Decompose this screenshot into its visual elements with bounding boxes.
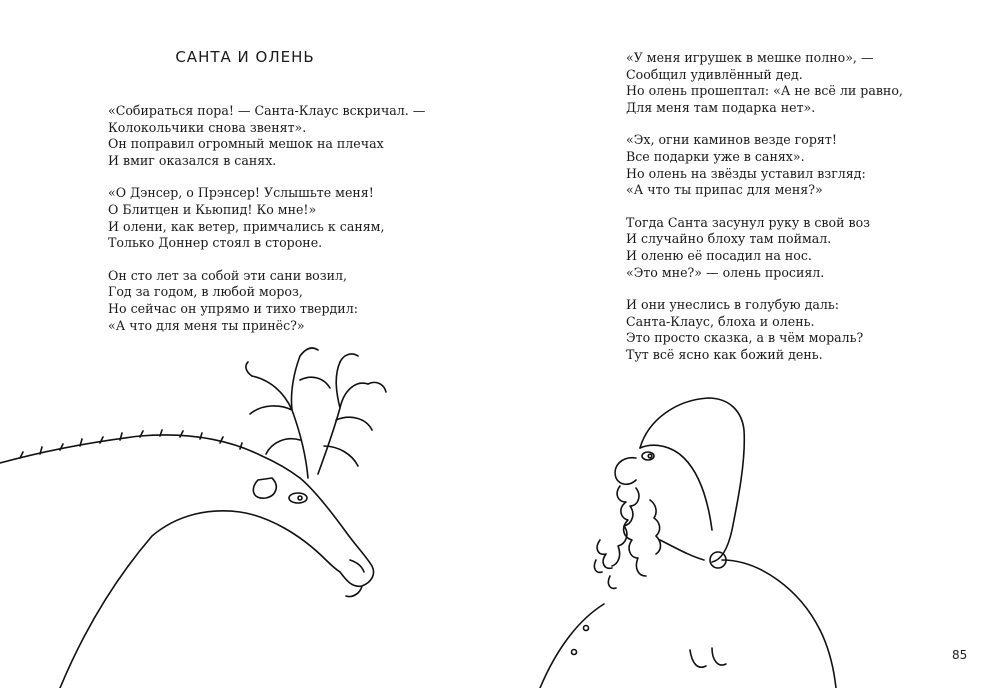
verse-line: Это просто сказка, а в чём мораль? <box>626 330 864 346</box>
verse-line: И они унеслись в голубую даль: <box>626 297 839 313</box>
verse-line: И вмиг оказался в санях. <box>108 152 277 168</box>
verse-line: И случайно блоху там поймал. <box>626 231 832 247</box>
verse-line: Санта-Клаус, блоха и олень. <box>626 313 815 329</box>
poem-title: САНТА И ОЛЕНЬ <box>175 48 315 66</box>
verse-line: Для меня там подарка нет». <box>626 99 816 115</box>
reindeer-drawing <box>0 348 386 688</box>
verse-line: Все подарки уже в санях». <box>626 148 805 164</box>
page-number: 85 <box>952 648 968 662</box>
verse-line: «У меня игрушек в мешке полно», — <box>626 50 874 65</box>
stanza <box>108 268 425 334</box>
verse-line: О Блитцен и Кьюпид! Ко мне!» <box>108 201 317 217</box>
verse-line: Сообщил удивлённый дед. <box>626 66 803 82</box>
verse-line: «Это мне?» — олень просиял. <box>626 264 825 280</box>
stanza <box>626 50 903 116</box>
verse-line: Но олень прошептал: «А не всё ли равно, <box>626 83 903 99</box>
santa-drawing <box>540 398 836 688</box>
verse-line: Колокольчики снова звенят». <box>108 119 307 135</box>
stanza <box>108 103 425 169</box>
verse-line: Тут всё ясно как божий день. <box>626 346 823 362</box>
verse-line: «А что для меня ты принёс?» <box>108 317 305 333</box>
stanza <box>626 297 903 363</box>
verse-line: «Собираться пора! — Санта-Клаус вскричал. — <box>108 103 426 118</box>
stanza <box>626 215 903 281</box>
verse-line: И олени, как ветер, примчались к саням, <box>108 218 385 234</box>
stanza <box>626 132 903 198</box>
verse-line: Он поправил огромный мешок на плечах <box>108 136 384 152</box>
verse-line: «А что ты припас для меня?» <box>626 182 823 198</box>
verse-line: Тогда Санта засунул руку в свой воз <box>626 214 871 230</box>
verse-line: Год за годом, в любой мороз, <box>108 284 303 300</box>
right-column-text <box>626 50 903 380</box>
verse-line: «О Дэнсер, о Прэнсер! Услышьте меня! <box>108 185 374 201</box>
verse-line: «Эх, огни каминов везде горят! <box>626 132 837 148</box>
stanza <box>108 185 425 251</box>
verse-line: Он сто лет за собой эти сани возил, <box>108 267 348 283</box>
left-column-text <box>108 103 425 350</box>
verse-line: Только Доннер стоял в стороне. <box>108 235 323 251</box>
verse-line: Но сейчас он упрямо и тихо твердил: <box>108 300 358 316</box>
verse-line: Но олень на звёзды уставил взгляд: <box>626 165 866 181</box>
verse-line: И оленю её посадил на нос. <box>626 247 812 263</box>
